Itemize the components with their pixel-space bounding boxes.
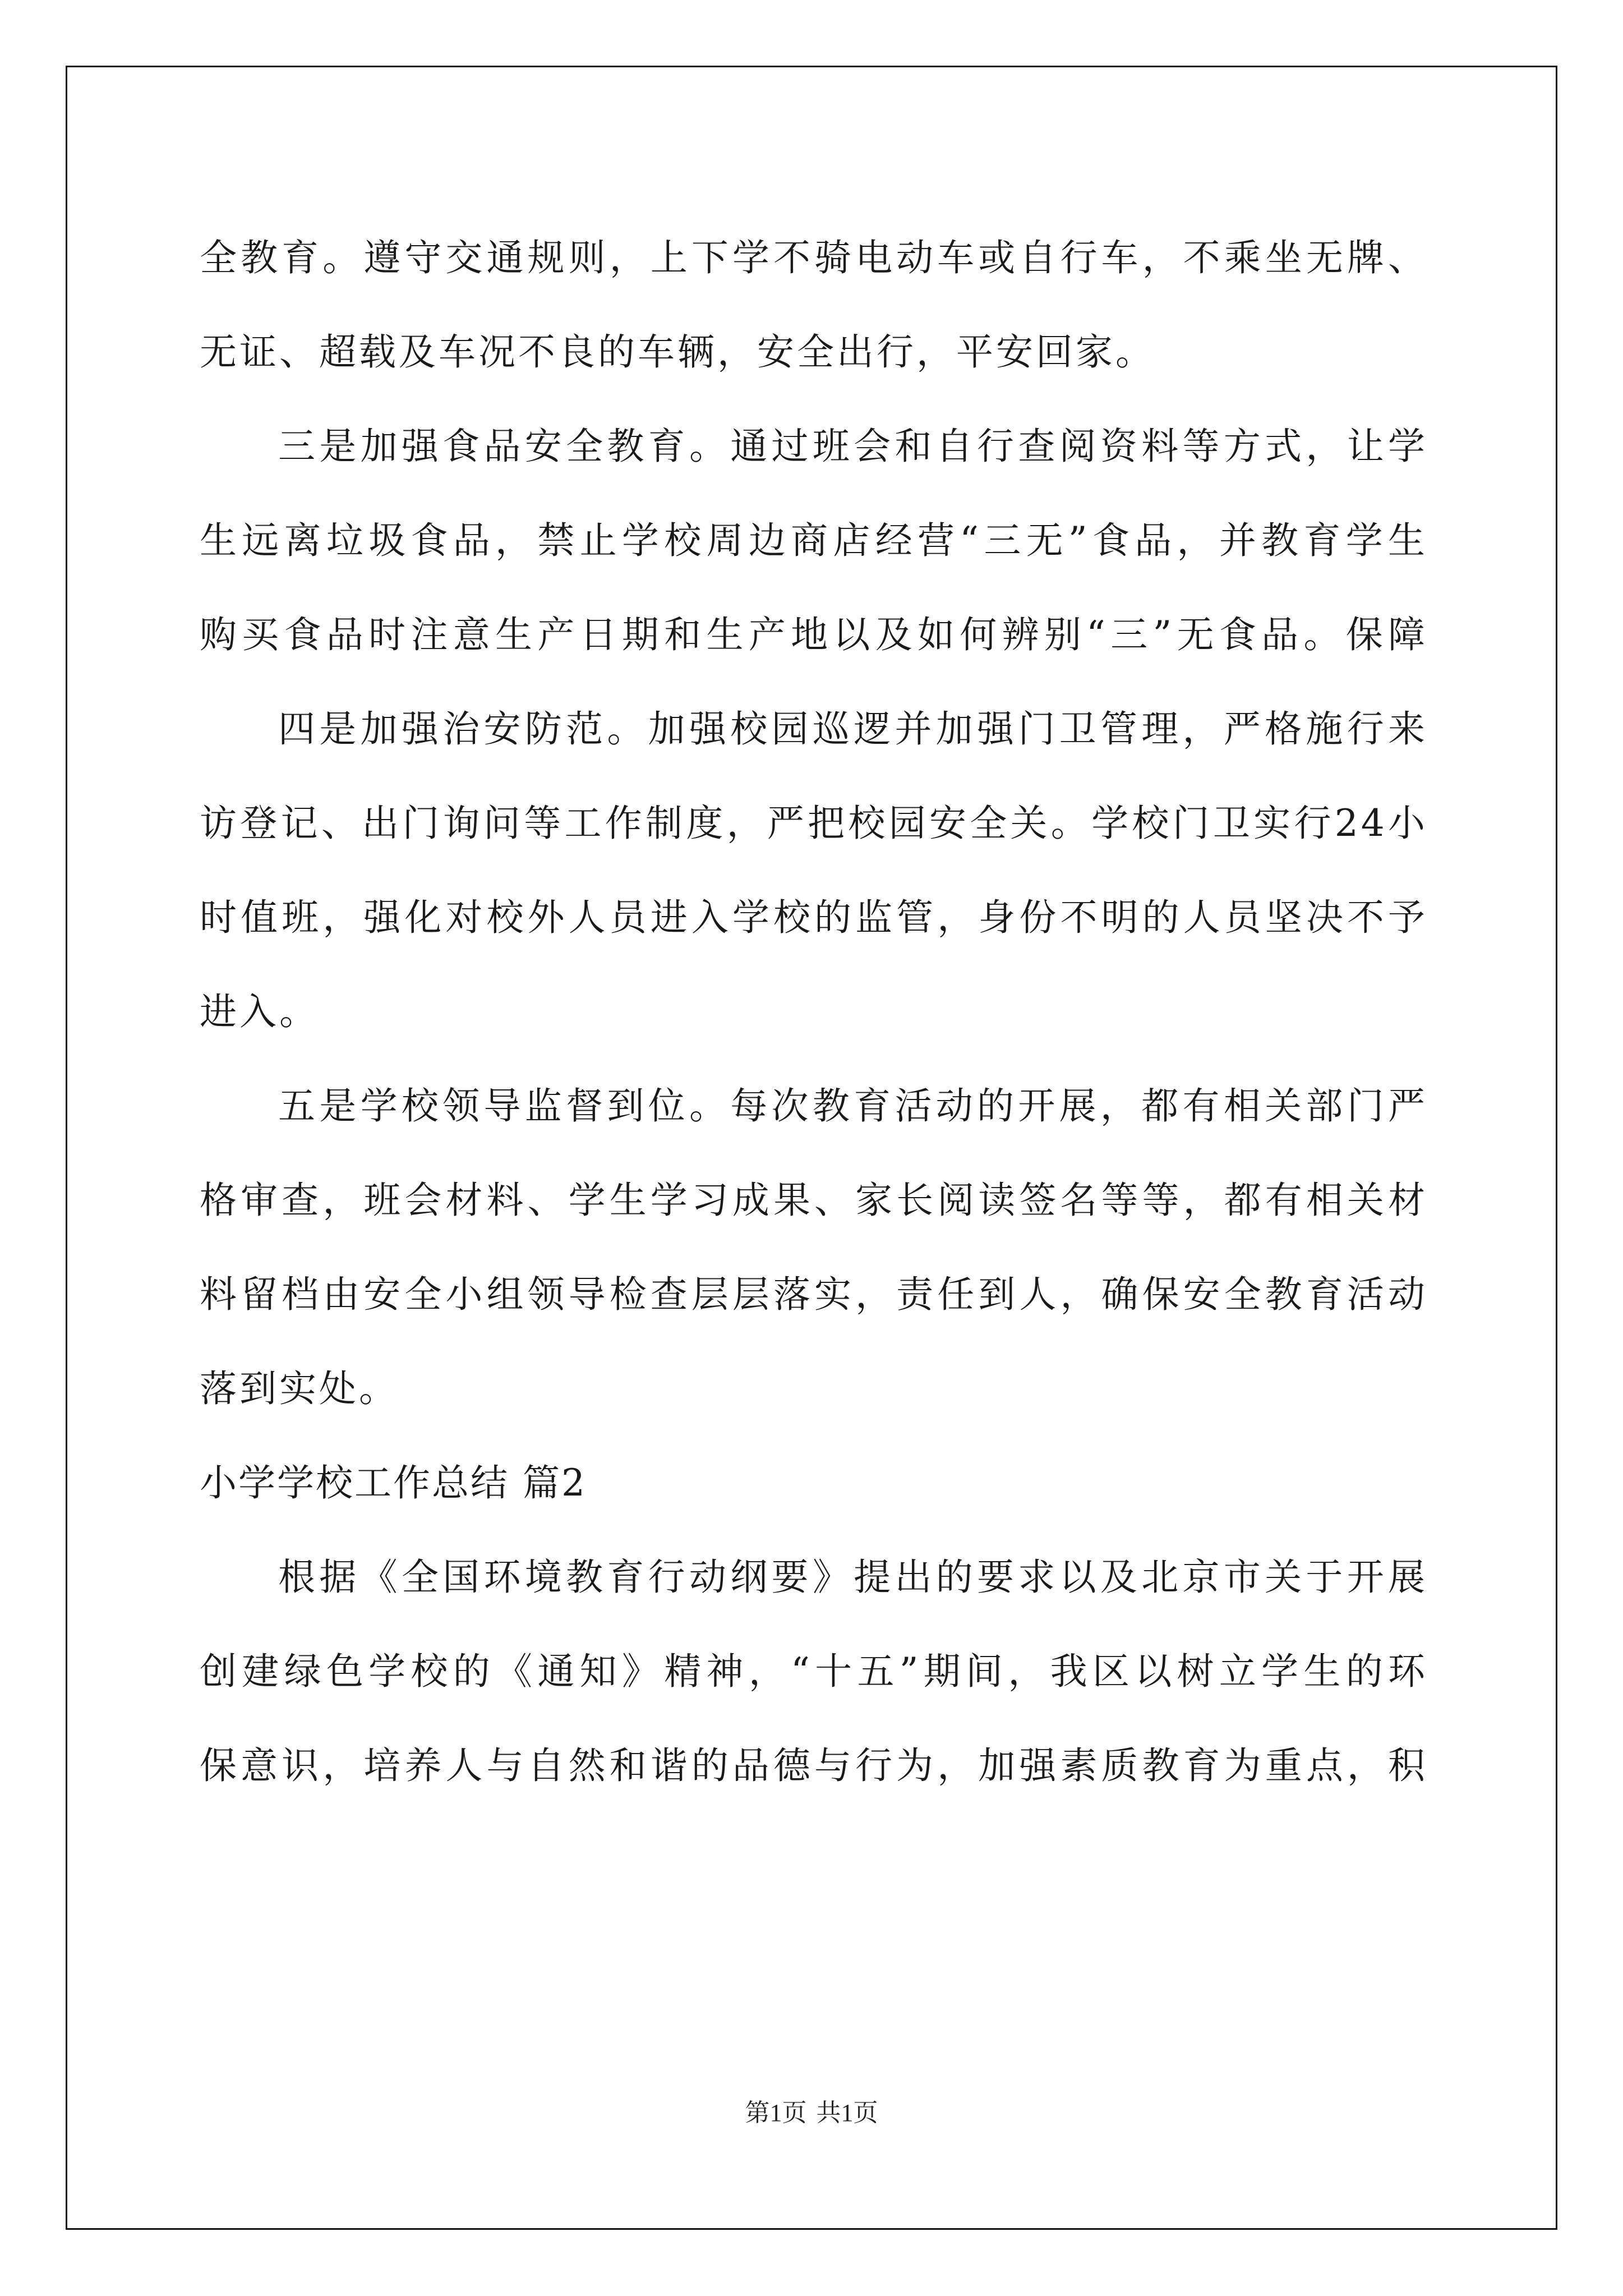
paragraph-block (200, 1530, 1428, 1813)
text-line: 五是学校领导监督到位。每次教育活动的开展，都有相关部门严 (278, 1084, 1428, 1128)
page-footer: 第1页 共1页 (745, 2099, 878, 2127)
text-line: 三是加强食品安全教育。通过班会和自行查阅资料等方式，让学 (278, 425, 1428, 468)
text-line: 购买食品时注意生产日期和生产地以及如何辨别“三”无食品。保障 (200, 613, 1428, 656)
paragraph-block (200, 211, 1428, 1436)
text-line: 全教育。遵守交通规则，上下学不骑电动车或自行车，不乘坐无牌、 (200, 236, 1428, 279)
text-line: 进入。 (200, 990, 319, 1033)
document-body (200, 211, 1428, 1813)
text-line: 访登记、出门询问等工作制度，严把校园安全关。学校门卫实行24小 (200, 802, 1428, 845)
text-line: 生远离垃圾食品，禁止学校周边商店经营“三无”食品，并教育学生 (200, 519, 1428, 562)
text-line: 根据《全国环境教育行动纲要》提出的要求以及北京市关于开展 (278, 1556, 1428, 1599)
text-line: 无证、超载及车况不良的车辆，安全出行，平安回家。 (200, 330, 1155, 374)
text-line: 料留档由安全小组领导检查层层落实，责任到人，确保安全教育活动 (200, 1273, 1428, 1316)
text-line: 时值班，强化对校外人员进入学校的监管，身份不明的人员坚决不予 (200, 896, 1428, 939)
text-line: 保意识，培养人与自然和谐的品德与行为，加强素质教育为重点，积 (200, 1744, 1428, 1787)
section-heading: 小学学校工作总结 篇2 (200, 1461, 587, 1504)
text-line: 四是加强治安防范。加强校园巡逻并加强门卫管理，严格施行来 (278, 707, 1428, 751)
text-line: 落到实处。 (200, 1367, 399, 1410)
text-line: 格审查，班会材料、学生学习成果、家长阅读签名等等，都有相关材 (200, 1179, 1428, 1222)
text-line: 创建绿色学校的《通知》精神，“十五”期间，我区以树立学生的环 (200, 1650, 1428, 1693)
